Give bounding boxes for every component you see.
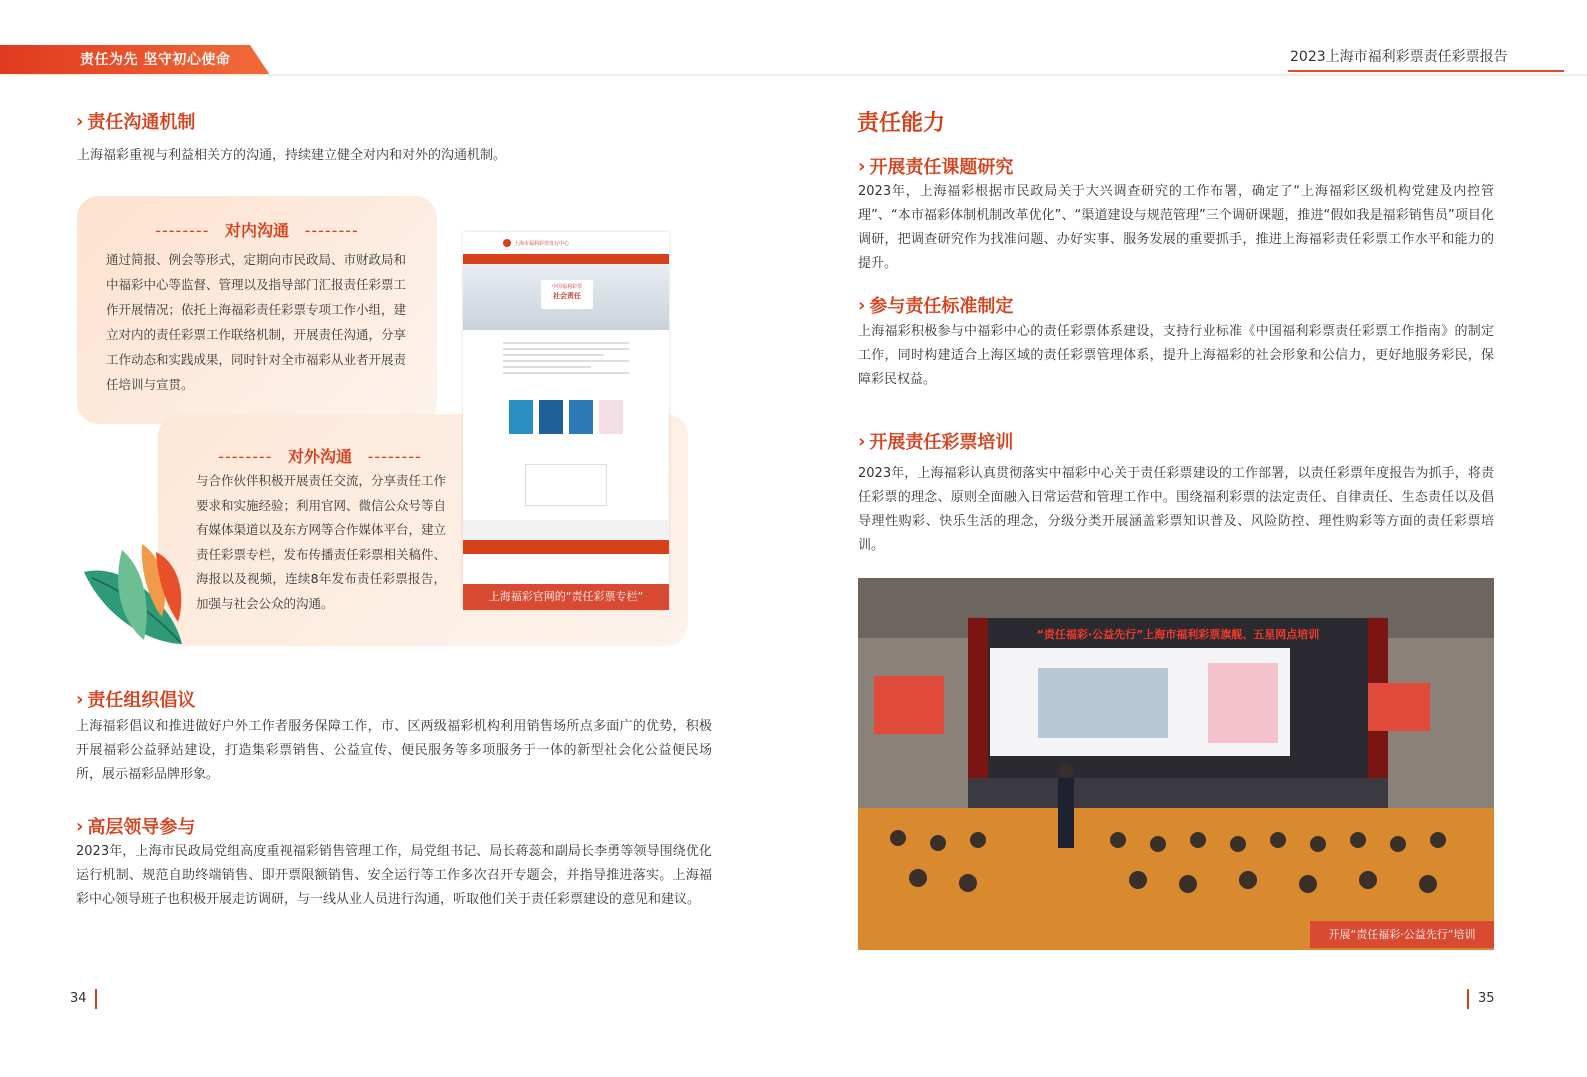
page-title: 责任能力 — [857, 111, 946, 136]
chevron-right-icon: › — [76, 110, 84, 132]
site-logo-icon — [503, 239, 511, 247]
external-communication-title — [180, 444, 460, 467]
title-text: 对外沟通 — [287, 447, 352, 466]
dash-decoration: -------- — [304, 221, 359, 240]
dash-decoration: -------- — [367, 447, 422, 466]
site-report-covers — [463, 400, 669, 434]
chevron-right-icon: › — [76, 815, 84, 837]
site-document-preview — [525, 464, 607, 506]
communication-intro: 上海福彩重视与利益相关方的沟通，持续建立健全对内和对外的沟通机制。 — [77, 148, 507, 163]
heading-organization-initiative — [76, 686, 195, 712]
chevron-right-icon: › — [858, 294, 866, 316]
banner-badge — [541, 280, 593, 309]
page-number-bar — [1467, 989, 1469, 1009]
chevron-right-icon: › — [76, 688, 84, 710]
organization-initiative-body: 上海福彩倡议和推进做好户外工作者服务保障工作，市、区两级福彩机构利用销售场所点多面广的优势，积极开展福彩公益驿站建设，打造集彩票销售、公益宣传、便民服务等多项服务于一体的新型社会化公益便民场所，展示福彩品牌形象。 — [76, 719, 712, 782]
standard-setting-body: 上海福彩积极参与中福彩中心的责任彩票体系建设，支持行业标准《中国福利彩票责任彩票工作指南》的制定工作，同时构建适合上海区域的责任彩票管理体系，提升上海福彩的社会形象和公信力，更好地服务彩民，保障彩民权益。 — [858, 324, 1494, 387]
page-number-left: 34 — [70, 991, 87, 1006]
heading-leadership — [76, 813, 195, 839]
heading-text: 参与责任标准制定 — [869, 296, 1014, 317]
banner-line2: 社会责任 — [553, 292, 581, 300]
site-article-lines — [463, 330, 669, 386]
site-icon-row — [463, 520, 669, 540]
screenshot-caption: 上海福彩官网的“责任彩票专栏” — [463, 584, 669, 610]
site-banner — [463, 264, 669, 330]
leadership-body: 2023年，上海市民政局党组高度重视福彩销售管理工作，局党组书记、局长蒋蕊和副局长李勇等领导围绕优化运行机制、规范自助终端销售、即开票限额销售、安全运行等工作多次召开专题会，并指导推进落实。上海福彩中心领导班子也积极开展走访调研，与一线从业人员进行沟通，听取他们关于责任彩票建设的意见和建议。 — [76, 844, 712, 907]
training-photo — [858, 578, 1494, 950]
heading-text: 开展责任课题研究 — [869, 157, 1014, 178]
section-tab-label: 责任为先 坚守初心使命 — [80, 52, 231, 68]
heading-communication-mechanism — [76, 108, 195, 134]
report-title: 2023上海市福利彩票责任彩票报告 — [1290, 49, 1508, 65]
training-body: 2023年，上海福彩认真贯彻落实中福彩中心关于责任彩票建设的工作部署，以责任彩票年度报告为抓手，将责任彩票的理念、原则全面融入日常运营和管理工作中。围绕福利彩票的法定责任、自律责任、生态责任以及倡导理性购彩、快乐生活的理念，分级分类开展涵盖彩票知识普及、风险防控、理性购彩等方面的责任彩票培训。 — [858, 466, 1494, 553]
external-communication-body: 与合作伙伴积极开展责任交流，分享责任工作要求和实施经验；利用官网、微信公众号等自有媒体渠道以及东方网等合作媒体平台，建立责任彩票专栏，发布传播责任彩票相关稿件、海报以及视频，连续8年发布责任彩票报告，加强与社会公众的沟通。 — [196, 473, 447, 611]
internal-communication-title — [77, 218, 437, 241]
banner-line1: 中国福利彩票 — [551, 284, 582, 290]
heading-text: 高层领导参与 — [87, 817, 196, 838]
chevron-right-icon: › — [858, 155, 866, 177]
title-text: 对内沟通 — [224, 221, 289, 240]
heading-topic-research — [858, 153, 1013, 179]
dash-decoration: -------- — [155, 221, 210, 240]
leaf-decoration-icon — [82, 542, 192, 647]
heading-text: 责任沟通机制 — [87, 112, 196, 133]
heading-text: 开展责任彩票培训 — [869, 432, 1014, 453]
site-name: 上海市福利彩票发行中心 — [514, 240, 570, 247]
site-footer — [463, 540, 669, 554]
dash-decoration: -------- — [218, 447, 273, 466]
site-nav-bar — [463, 254, 669, 264]
chevron-right-icon: › — [858, 430, 866, 452]
heading-text: 责任组织倡议 — [87, 690, 196, 711]
page-number-bar — [95, 989, 97, 1009]
report-title-underline — [1288, 70, 1564, 72]
internal-communication-body: 通过简报、例会等形式，定期向市民政局、市财政局和中福彩中心等监督、管理以及指导部门汇报责任彩票工作开展情况；依托上海福彩责任彩票专项工作小组，建立对内的责任彩票工作联络机制，开展责任沟通，分享工作动态和实践成果，同时针对全市福彩从业者开展责任培训与宣贯。 — [106, 252, 407, 392]
site-header — [463, 232, 669, 254]
header-divider — [0, 74, 1587, 76]
website-screenshot — [463, 232, 669, 610]
topic-research-body: 2023年，上海福彩根据市民政局关于大兴调查研究的工作布署，确定了“上海福彩区级机构党建及内控管理”、“本市福彩体制机制改革优化”、“渠道建设与规范管理”三个调研课题，推进“假如我是福彩销售员”项目化调研，把调查研究作为找准问题、办好实事、服务发展的重要抓手，推进上海福彩责任彩票工作水平和能力的提升。 — [858, 184, 1494, 271]
heading-training — [858, 428, 1013, 454]
heading-standard-setting — [858, 292, 1013, 318]
photo-caption: 开展“责任福彩·公益先行”培训 — [1310, 921, 1494, 948]
photo-banner-text: “责任福彩·公益先行”上海市福利彩票旗舰、五星网点培训 — [1036, 628, 1320, 641]
page-number-right: 35 — [1478, 991, 1495, 1006]
